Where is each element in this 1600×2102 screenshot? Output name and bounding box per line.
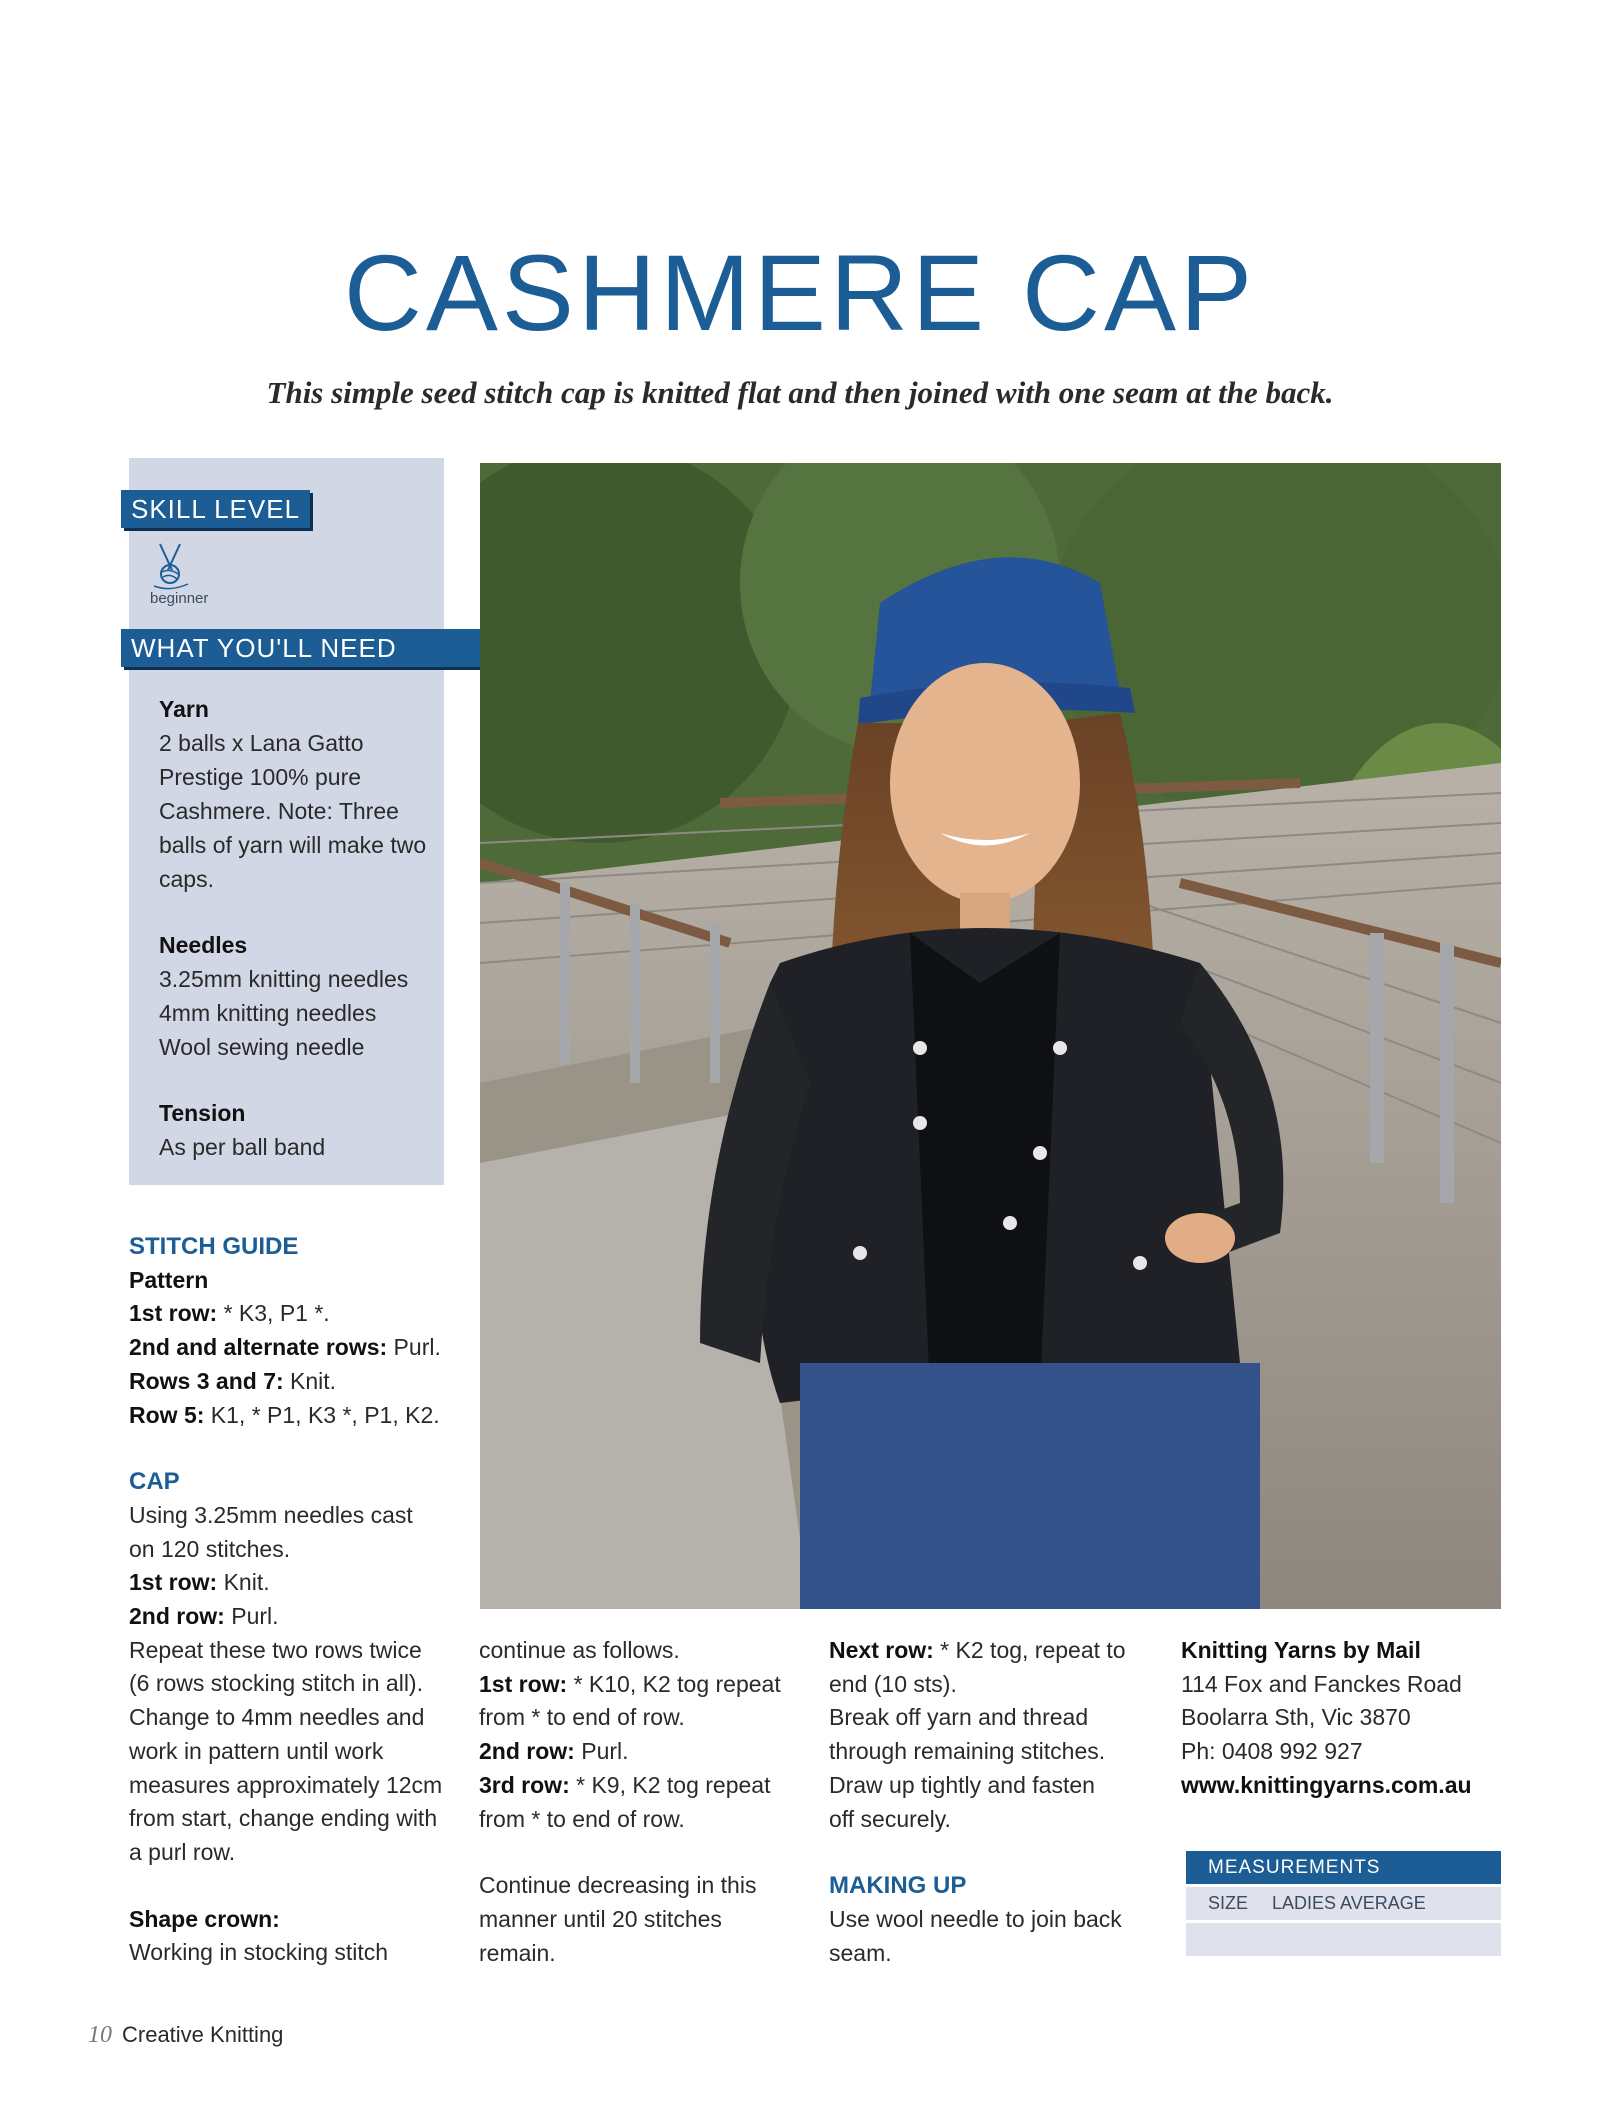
tension-heading: Tension [159,1100,246,1126]
instruction-line: Draw up tightly and fasten [829,1771,1095,1798]
instruction-line: 2nd and alternate rows: Purl. [129,1334,441,1361]
instruction-line: Break off yarn and thread [829,1704,1089,1731]
stitch-guide-column [129,1230,459,1970]
instruction-line: remain. [479,1939,556,1966]
instruction-line: end (10 sts). [829,1670,957,1697]
making-up-heading: MAKING UP [829,1872,967,1900]
supplier-address: 114 Fox and Fanckes Road [1181,1670,1462,1697]
instruction-line: Repeat these two rows twice [129,1636,422,1663]
instruction-line: Use wool needle to join back [829,1905,1122,1932]
instruction-line: on 120 stitches. [129,1535,291,1562]
yarn-ball-icon [150,540,190,590]
needles-line: 4mm knitting needles [159,1000,377,1026]
instruction-line: Next row: * K2 tog, repeat to [829,1637,1126,1663]
page-subtitle: This simple seed stitch cap is knitted flat and then joined with one seam at the back. [266,375,1334,410]
stitch-guide-heading: STITCH GUIDE [129,1233,299,1260]
instruction-line: 2nd row: Purl. [479,1738,629,1765]
finishing-column [829,1634,1159,1970]
instruction-line: from start, change ending with [129,1805,438,1832]
supplier-website[interactable]: www.knittingyarns.com.au [1181,1771,1472,1798]
instruction-line: (6 rows stocking stitch in all). [129,1670,423,1697]
requirements-list [159,692,444,1164]
yarn-line: caps. [159,866,214,892]
measurements-size-row [1186,1887,1501,1920]
instruction-line: continue as follows. [479,1637,680,1663]
yarn-line: 2 balls x Lana Gatto [159,730,364,756]
instruction-line: off securely. [829,1805,951,1832]
instruction-line: Continue decreasing in this [479,1872,757,1899]
what-you-need-banner: WHAT YOU'LL NEED [121,629,535,667]
needles-heading: Needles [159,932,248,958]
instruction-line: from * to end of row. [479,1704,685,1731]
supplier-name: Knitting Yarns by Mail [1181,1637,1421,1663]
instruction-line: Rows 3 and 7: Knit. [129,1367,337,1394]
instruction-line: measures approximately 12cm [129,1771,443,1798]
instruction-line: Change to 4mm needles and [129,1704,425,1731]
measurements-empty-row [1186,1923,1501,1956]
instruction-line: Row 5: K1, * P1, K3 *, P1, K2. [129,1401,440,1428]
supplier-address: Boolarra Sth, Vic 3870 [1181,1704,1411,1731]
instruction-line: 1st row: * K10, K2 tog repeat [479,1670,781,1697]
skill-level-value: beginner [150,590,209,607]
pattern-label: Pattern [129,1266,209,1293]
measurements-header: MEASUREMENTS [1186,1851,1501,1884]
shape-crown-label: Shape crown: [129,1905,280,1932]
yarn-heading: Yarn [159,696,209,722]
needles-line: Wool sewing needle [159,1034,365,1060]
instruction-line: work in pattern until work [129,1737,384,1764]
instruction-line: Using 3.25mm needles cast [129,1501,413,1528]
supplier-column [1181,1634,1511,1803]
size-value: LADIES AVERAGE [1272,1893,1426,1913]
skill-level-banner: SKILL LEVEL [121,490,310,528]
model-photo [480,463,1501,1609]
size-label: SIZE [1208,1893,1249,1913]
instruction-line: through remaining stitches. [829,1738,1106,1765]
cap-heading: CAP [129,1468,180,1496]
page-footer [88,2022,283,2049]
instruction-line: 3rd row: * K9, K2 tog repeat [479,1771,771,1798]
needles-line: 3.25mm knitting needles [159,966,409,992]
instruction-line: 1st row: Knit. [129,1569,270,1596]
instruction-line: 2nd row: Purl. [129,1603,279,1630]
instruction-line: from * to end of row. [479,1805,685,1832]
yarn-line: balls of yarn will make two [159,832,427,858]
page-title: CASHMERE CAP [343,232,1257,353]
instruction-line: a purl row. [129,1838,236,1865]
magazine-name: Creative Knitting [122,2022,284,2047]
tension-line: As per ball band [159,1134,326,1160]
decrease-column [479,1634,809,1970]
instruction-line: seam. [829,1939,892,1966]
supplier-phone: Ph: 0408 992 927 [1181,1738,1363,1765]
instruction-line: Working in stocking stitch [129,1939,389,1966]
yarn-line: Prestige 100% pure [159,764,362,790]
instruction-line: 1st row: * K3, P1 *. [129,1300,330,1327]
yarn-line: Cashmere. Note: Three [159,798,399,824]
instruction-line: manner until 20 stitches [479,1905,722,1932]
page-number: 10 [88,2022,112,2048]
